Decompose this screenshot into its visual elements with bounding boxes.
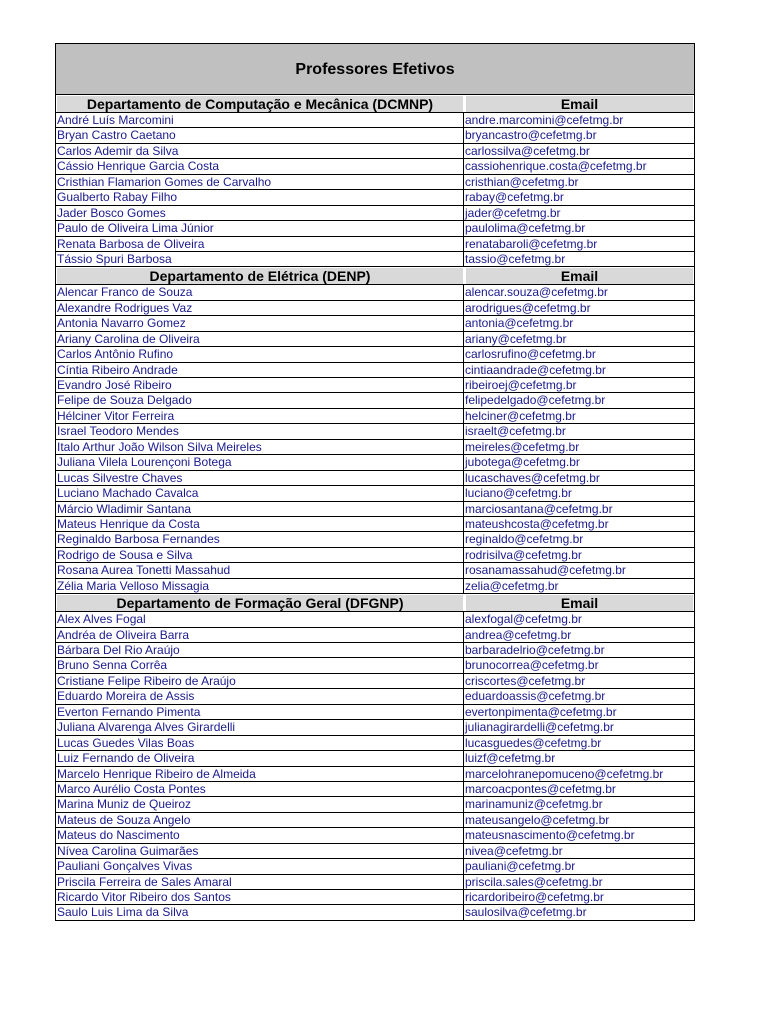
email-link[interactable]: tassio@cefetmg.br <box>465 251 566 266</box>
email-link[interactable]: rosanamassahud@cefetmg.br <box>465 563 626 578</box>
professor-name: Cíntia Ribeiro Andrade <box>56 363 464 377</box>
table-row <box>56 471 694 486</box>
professor-name: Cristiane Felipe Ribeiro de Araújo <box>56 674 464 688</box>
email-link[interactable]: brunocorrea@cefetmg.br <box>465 658 599 673</box>
email-cell <box>464 301 694 315</box>
professor-name: Cristhian Flamarion Gomes de Carvalho <box>56 175 464 189</box>
table-row <box>56 363 694 378</box>
table-row <box>56 859 694 874</box>
table-row <box>56 190 694 205</box>
table-row <box>56 128 694 143</box>
table-row <box>56 301 694 316</box>
professor-name: Mateus Henrique da Costa <box>56 517 464 531</box>
table-row <box>56 175 694 190</box>
professor-name: Luciano Machado Cavalca <box>56 486 464 500</box>
table-row <box>56 782 694 797</box>
email-link[interactable]: ricardoribeiro@cefetmg.br <box>465 890 604 904</box>
email-link[interactable]: julianagirardelli@cefetmg.br <box>465 720 614 735</box>
professor-name: Ariany Carolina de Oliveira <box>56 332 464 346</box>
professor-name: Márcio Wladimir Santana <box>56 502 464 516</box>
email-cell <box>464 532 694 546</box>
professor-name: Gualberto Rabay Filho <box>56 190 464 204</box>
email-cell <box>464 424 694 438</box>
professor-name: Rosana Aurea Tonetti Massahud <box>56 563 464 577</box>
email-link[interactable]: mateusangelo@cefetmg.br <box>465 812 610 827</box>
table-row <box>56 890 694 905</box>
professor-name: Bárbara Del Rio Araújo <box>56 643 464 657</box>
email-cell <box>464 363 694 377</box>
email-cell <box>464 455 694 469</box>
email-cell <box>464 347 694 361</box>
professor-name: Marina Muniz de Queiroz <box>56 797 464 811</box>
email-cell <box>464 221 694 235</box>
email-cell <box>464 628 694 642</box>
professor-name: Carlos Ademir da Silva <box>56 144 464 158</box>
email-link[interactable]: zelia@cefetmg.br <box>465 578 559 593</box>
email-cell <box>464 859 694 873</box>
table-row <box>56 813 694 828</box>
email-cell <box>464 563 694 577</box>
email-cell <box>464 252 694 266</box>
table-row <box>56 113 694 128</box>
table-row <box>56 316 694 331</box>
professor-name: Alexandre Rodrigues Vaz <box>56 301 464 315</box>
email-cell <box>464 828 694 842</box>
email-link[interactable]: ribeiroej@cefetmg.br <box>465 378 577 392</box>
email-link[interactable]: arodrigues@cefetmg.br <box>465 300 591 315</box>
table-row <box>56 486 694 501</box>
email-cell <box>464 440 694 454</box>
professor-name: Marcelo Henrique Ribeiro de Almeida <box>56 767 464 781</box>
page-title: Professores Efetivos <box>56 44 694 95</box>
professor-name: Lucas Guedes Vilas Boas <box>56 736 464 750</box>
email-cell <box>464 237 694 251</box>
table-row <box>56 563 694 578</box>
email-link[interactable]: israelt@cefetmg.br <box>465 424 566 439</box>
professor-name: Rodrigo de Sousa e Silva <box>56 548 464 562</box>
professor-name: Carlos Antônio Rufino <box>56 347 464 361</box>
table-row <box>56 221 694 236</box>
email-link[interactable]: lucasguedes@cefetmg.br <box>465 735 602 750</box>
table-row <box>56 658 694 673</box>
email-link[interactable]: marcoacpontes@cefetmg.br <box>465 781 616 796</box>
table-row <box>56 628 694 643</box>
email-link[interactable]: rabay@cefetmg.br <box>465 190 564 205</box>
email-link[interactable]: jader@cefetmg.br <box>465 205 561 220</box>
email-cell <box>464 332 694 346</box>
table-row <box>56 378 694 393</box>
professor-name: Everton Fernando Pimenta <box>56 705 464 719</box>
table-row <box>56 252 694 267</box>
email-cell <box>464 502 694 516</box>
professor-name: Alex Alves Fogal <box>56 612 464 626</box>
email-link[interactable]: bryancastro@cefetmg.br <box>465 128 597 143</box>
professor-name: Pauliani Gonçalves Vivas <box>56 859 464 873</box>
table-row <box>56 237 694 252</box>
email-link[interactable]: meireles@cefetmg.br <box>465 439 580 454</box>
professor-name: Mateus de Souza Angelo <box>56 813 464 827</box>
email-cell <box>464 689 694 703</box>
email-link[interactable]: pauliani@cefetmg.br <box>465 859 576 874</box>
email-link[interactable]: carlosrufino@cefetmg.br <box>465 347 596 362</box>
email-link[interactable]: andrea@cefetmg.br <box>465 627 572 642</box>
email-cell <box>464 316 694 330</box>
professor-name: Priscila Ferreira de Sales Amaral <box>56 875 464 889</box>
email-link[interactable]: paulolima@cefetmg.br <box>465 221 586 236</box>
email-cell <box>464 175 694 189</box>
email-link[interactable]: evertonpimenta@cefetmg.br <box>465 704 617 719</box>
table-row <box>56 689 694 704</box>
email-cell <box>464 905 694 919</box>
professor-name: Evandro José Ribeiro <box>56 378 464 392</box>
email-link[interactable]: jubotega@cefetmg.br <box>465 455 580 470</box>
email-cell <box>464 705 694 719</box>
professor-name: Renata Barbosa de Oliveira <box>56 237 464 251</box>
email-cell <box>464 720 694 734</box>
professor-name: Luiz Fernando de Oliveira <box>56 751 464 765</box>
email-cell <box>464 579 694 593</box>
professor-name: Israel Teodoro Mendes <box>56 424 464 438</box>
professors-table <box>55 43 695 921</box>
professor-name: Paulo de Oliveira Lima Júnior <box>56 221 464 235</box>
section-header <box>56 594 694 612</box>
professor-name: Zélia Maria Velloso Missagia <box>56 579 464 593</box>
email-link[interactable]: mateushcosta@cefetmg.br <box>465 516 609 531</box>
email-link[interactable]: cristhian@cefetmg.br <box>465 174 579 189</box>
table-row <box>56 579 694 594</box>
professor-name: Reginaldo Barbosa Fernandes <box>56 532 464 546</box>
professor-name: Juliana Vilela Lourençoni Botega <box>56 455 464 469</box>
email-link[interactable]: renatabaroli@cefetmg.br <box>465 236 598 251</box>
professor-name: Bruno Senna Corrêa <box>56 658 464 672</box>
email-cell <box>464 736 694 750</box>
professor-name: Jader Bosco Gomes <box>56 206 464 220</box>
professor-name: Juliana Alvarenga Alves Girardelli <box>56 720 464 734</box>
email-link[interactable]: felipedelgado@cefetmg.br <box>465 393 606 408</box>
email-cell <box>464 128 694 142</box>
table-row <box>56 751 694 766</box>
email-link[interactable]: luciano@cefetmg.br <box>465 486 572 501</box>
professor-name: Nívea Carolina Guimarães <box>56 844 464 858</box>
email-cell <box>464 813 694 827</box>
email-link[interactable]: carlossilva@cefetmg.br <box>465 143 590 158</box>
email-link[interactable]: lucaschaves@cefetmg.br <box>465 470 600 485</box>
email-cell <box>464 751 694 765</box>
email-link[interactable]: rodrisilva@cefetmg.br <box>465 547 582 562</box>
email-cell <box>464 643 694 657</box>
professor-name: Eduardo Moreira de Assis <box>56 689 464 703</box>
email-link[interactable]: eduardoassis@cefetmg.br <box>465 689 606 704</box>
table-row <box>56 875 694 890</box>
professor-name: Antonia Navarro Gomez <box>56 316 464 330</box>
email-link[interactable]: alexfogal@cefetmg.br <box>465 612 582 627</box>
email-link[interactable]: marinamuniz@cefetmg.br <box>465 797 603 812</box>
email-column-header: Email <box>466 595 693 611</box>
professor-name: Alencar Franco de Souza <box>56 285 464 299</box>
table-row <box>56 455 694 470</box>
email-cell <box>464 797 694 811</box>
table-row <box>56 705 694 720</box>
table-row <box>56 643 694 658</box>
email-cell <box>464 190 694 204</box>
table-row <box>56 828 694 843</box>
email-link[interactable]: helciner@cefetmg.br <box>465 408 576 423</box>
email-column-header: Email <box>466 268 693 284</box>
email-cell <box>464 782 694 796</box>
email-link[interactable]: ariany@cefetmg.br <box>465 331 567 346</box>
professor-name: Ricardo Vitor Ribeiro dos Santos <box>56 890 464 904</box>
table-row <box>56 736 694 751</box>
email-cell <box>464 548 694 562</box>
table-row <box>56 674 694 689</box>
table-row <box>56 393 694 408</box>
email-cell <box>464 486 694 500</box>
table-row <box>56 517 694 532</box>
department-name: Departamento de Computação e Mecânica (DCMNP) <box>57 96 463 112</box>
table-row <box>56 347 694 362</box>
email-link[interactable]: alencar.souza@cefetmg.br <box>465 285 608 300</box>
table-row <box>56 332 694 347</box>
professor-name: Cássio Henrique Garcia Costa <box>56 159 464 173</box>
professor-name: Tássio Spuri Barbosa <box>56 252 464 266</box>
sections-container <box>56 95 694 921</box>
professor-name: Felipe de Souza Delgado <box>56 393 464 407</box>
department-name: Departamento de Elétrica (DENP) <box>57 268 463 284</box>
email-cell <box>464 113 694 127</box>
email-cell <box>464 612 694 626</box>
email-cell <box>464 767 694 781</box>
professor-name: Saulo Luis Lima da Silva <box>56 905 464 919</box>
table-row <box>56 844 694 859</box>
email-link[interactable]: cintiaandrade@cefetmg.br <box>465 362 606 377</box>
email-cell <box>464 658 694 672</box>
professor-name: Bryan Castro Caetano <box>56 128 464 142</box>
professor-name: Mateus do Nascimento <box>56 828 464 842</box>
section-header <box>56 267 694 285</box>
table-row <box>56 440 694 455</box>
email-link[interactable]: luizf@cefetmg.br <box>465 751 556 766</box>
email-cell <box>464 159 694 173</box>
email-cell <box>464 471 694 485</box>
table-row <box>56 502 694 517</box>
table-row <box>56 720 694 735</box>
table-row <box>56 285 694 300</box>
professor-name: Italo Arthur João Wilson Silva Meireles <box>56 440 464 454</box>
email-link[interactable]: marcelohranepomuceno@cefetmg.br <box>465 766 664 781</box>
email-link[interactable]: priscila.sales@cefetmg.br <box>465 874 603 889</box>
email-cell <box>464 890 694 904</box>
table-row <box>56 548 694 563</box>
email-link[interactable]: reginaldo@cefetmg.br <box>465 532 584 547</box>
table-row <box>56 905 694 920</box>
section-header <box>56 95 694 113</box>
email-link[interactable]: mateusnascimento@cefetmg.br <box>465 828 635 843</box>
email-link[interactable]: andre.marcomini@cefetmg.br <box>465 113 624 127</box>
table-row <box>56 612 694 627</box>
table-row <box>56 424 694 439</box>
email-cell <box>464 285 694 299</box>
email-link[interactable]: marciosantana@cefetmg.br <box>465 501 613 516</box>
email-cell <box>464 409 694 423</box>
email-link[interactable]: criscortes@cefetmg.br <box>465 673 586 688</box>
table-row <box>56 797 694 812</box>
email-link[interactable]: saulosilva@cefetmg.br <box>465 905 587 920</box>
table-row <box>56 206 694 221</box>
email-cell <box>464 844 694 858</box>
email-link[interactable]: antonia@cefetmg.br <box>465 316 574 331</box>
professor-name: Lucas Silvestre Chaves <box>56 471 464 485</box>
department-name: Departamento de Formação Geral (DFGNP) <box>57 595 463 611</box>
email-cell <box>464 206 694 220</box>
table-row <box>56 144 694 159</box>
email-cell <box>464 393 694 407</box>
email-link[interactable]: nivea@cefetmg.br <box>465 843 563 858</box>
email-link[interactable]: cassiohenrique.costa@cefetmg.br <box>465 159 647 174</box>
professor-name: Hélciner Vitor Ferreira <box>56 409 464 423</box>
professor-name: Marco Aurélio Costa Pontes <box>56 782 464 796</box>
email-cell <box>464 674 694 688</box>
table-row <box>56 532 694 547</box>
professor-name: Andréa de Oliveira Barra <box>56 628 464 642</box>
email-cell <box>464 144 694 158</box>
table-row <box>56 409 694 424</box>
professor-name: André Luís Marcomini <box>56 113 464 127</box>
table-row <box>56 159 694 174</box>
email-column-header: Email <box>466 96 693 112</box>
email-cell <box>464 875 694 889</box>
table-row <box>56 767 694 782</box>
email-cell <box>464 378 694 392</box>
email-cell <box>464 517 694 531</box>
email-link[interactable]: barbaradelrio@cefetmg.br <box>465 643 605 657</box>
